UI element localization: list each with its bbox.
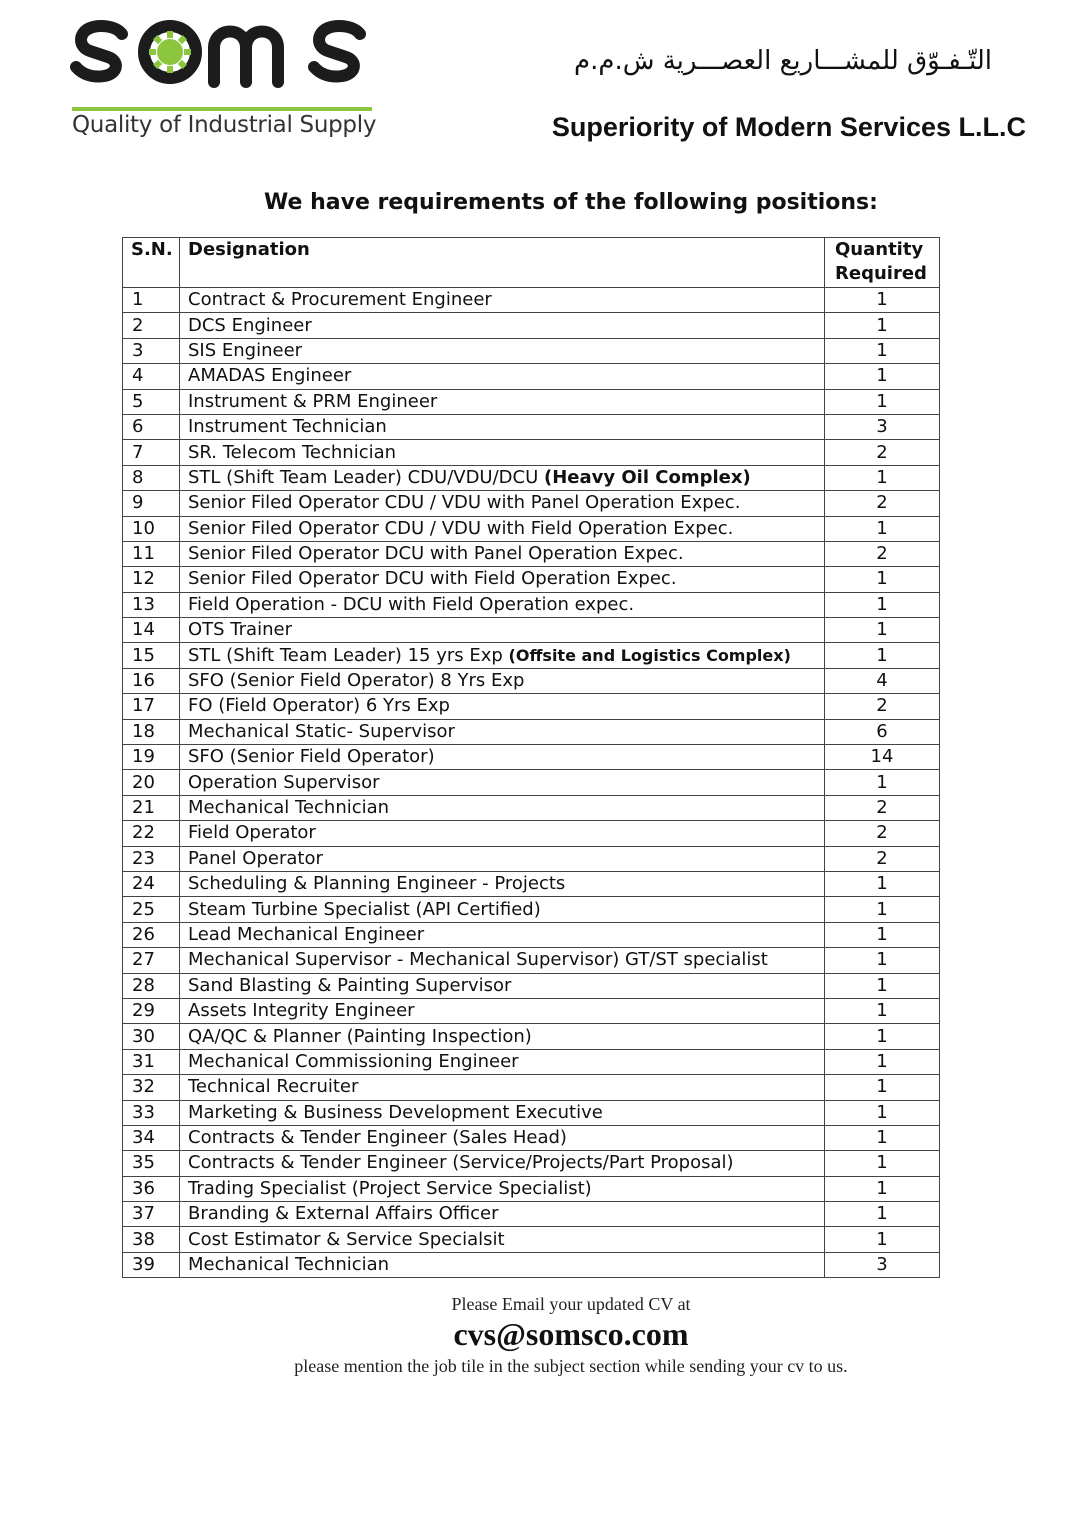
header-sn: S.N.: [123, 238, 180, 288]
row-quantity: 1: [825, 465, 940, 490]
row-designation-cell: [180, 1125, 825, 1150]
table-row: [123, 567, 940, 592]
row-designation: Trading Specialist (Project Service Specialist): [188, 1177, 592, 1199]
row-quantity: 3: [825, 1252, 940, 1277]
row-sn: 30: [123, 1024, 180, 1049]
row-designation: Mechanical Supervisor - Mechanical Supervisor) GT/ST specialist: [188, 949, 768, 971]
row-quantity: 1: [825, 998, 940, 1023]
letterhead: [0, 0, 1080, 160]
row-quantity: 1: [825, 1227, 940, 1252]
row-sn: 14: [123, 618, 180, 643]
table-row: [123, 1151, 940, 1176]
row-designation: Operation Supervisor: [188, 771, 380, 793]
row-designation-cell: [180, 1202, 825, 1227]
row-designation-cell: [180, 592, 825, 617]
table-row: [123, 846, 940, 871]
row-designation-cell: [180, 770, 825, 795]
row-sn: 25: [123, 897, 180, 922]
row-designation: QA/QC & Planner (Painting Inspection): [188, 1025, 532, 1047]
row-designation-cell: [180, 288, 825, 313]
company-name-arabic: التّـفـوّق للمشـــاريع العصـــرية ش.م.م: [573, 46, 992, 76]
row-designation-cell: [180, 643, 825, 668]
row-designation-cell: [180, 618, 825, 643]
row-sn: 8: [123, 465, 180, 490]
row-designation: Cost Estimator & Service Specialsit: [188, 1228, 505, 1250]
row-designation-cell: [180, 1100, 825, 1125]
row-designation-cell: [180, 948, 825, 973]
row-designation: AMADAS Engineer: [188, 365, 352, 387]
row-designation: SFO (Senior Field Operator): [188, 746, 435, 768]
company-name-english: Superiority of Modern Services L.L.C: [551, 112, 1026, 142]
row-sn: 20: [123, 770, 180, 795]
row-designation-cell: [180, 364, 825, 389]
row-quantity: 1: [825, 516, 940, 541]
table-row: [123, 1252, 940, 1277]
table-row: [123, 643, 940, 668]
row-designation-cell: [180, 465, 825, 490]
table-row: [123, 719, 940, 744]
table-row: [123, 1125, 940, 1150]
table-row: [123, 618, 940, 643]
row-sn: 33: [123, 1100, 180, 1125]
row-quantity: 2: [825, 846, 940, 871]
table-row: [123, 1075, 940, 1100]
positions-table-body: [123, 288, 940, 1278]
row-quantity: 1: [825, 364, 940, 389]
row-sn: 24: [123, 871, 180, 896]
row-designation: Senior Filed Operator DCU with Panel Operation Expec.: [188, 543, 684, 565]
row-designation-cell: [180, 567, 825, 592]
table-row: [123, 313, 940, 338]
row-sn: 12: [123, 567, 180, 592]
row-quantity: 1: [825, 389, 940, 414]
row-sn: 39: [123, 1252, 180, 1277]
row-designation: Sand Blasting & Painting Supervisor: [188, 974, 512, 996]
row-designation-cell: [180, 922, 825, 947]
row-designation-cell: [180, 1049, 825, 1074]
row-designation-cell: [180, 973, 825, 998]
row-quantity: 1: [825, 1125, 940, 1150]
row-sn: 2: [123, 313, 180, 338]
row-designation-cell: [180, 1176, 825, 1201]
row-quantity: 6: [825, 719, 940, 744]
row-designation-cell: [180, 414, 825, 439]
table-row: [123, 973, 940, 998]
soms-logo-icon: [70, 12, 380, 92]
row-designation: Technical Recruiter: [188, 1076, 359, 1098]
table-row: [123, 389, 940, 414]
table-row: [123, 288, 940, 313]
row-designation: STL (Shift Team Leader) CDU/VDU/DCU: [188, 466, 544, 488]
row-quantity: 14: [825, 745, 940, 770]
row-sn: 28: [123, 973, 180, 998]
row-designation-cell: [180, 440, 825, 465]
row-designation-cell: [180, 745, 825, 770]
row-sn: 36: [123, 1176, 180, 1201]
row-sn: 35: [123, 1151, 180, 1176]
row-designation: STL (Shift Team Leader) 15 yrs Exp: [188, 644, 509, 666]
row-designation: Contract & Procurement Engineer: [188, 289, 492, 311]
row-designation: Scheduling & Planning Engineer - Projects: [188, 873, 566, 895]
row-quantity: 1: [825, 567, 940, 592]
row-designation: Senior Filed Operator CDU / VDU with Field Operation Expec.: [188, 517, 734, 539]
row-designation-cell: [180, 541, 825, 566]
table-row: [123, 1202, 940, 1227]
table-row: [123, 795, 940, 820]
row-sn: 6: [123, 414, 180, 439]
table-row: [123, 668, 940, 693]
row-complex-note: (Heavy Oil Complex): [544, 466, 751, 488]
row-quantity: 1: [825, 1049, 940, 1074]
row-sn: 38: [123, 1227, 180, 1252]
row-quantity: 1: [825, 313, 940, 338]
row-designation: Instrument & PRM Engineer: [188, 390, 438, 412]
row-quantity: 1: [825, 948, 940, 973]
row-sn: 29: [123, 998, 180, 1023]
table-row: [123, 770, 940, 795]
row-sn: 7: [123, 440, 180, 465]
header-designation: Designation: [180, 238, 825, 288]
row-designation: Senior Filed Operator DCU with Field Operation Expec.: [188, 568, 677, 590]
row-designation-cell: [180, 795, 825, 820]
row-designation-cell: [180, 668, 825, 693]
row-designation-cell: [180, 491, 825, 516]
row-sn: 16: [123, 668, 180, 693]
row-designation-cell: [180, 1151, 825, 1176]
row-designation-cell: [180, 821, 825, 846]
table-row: [123, 1049, 940, 1074]
row-designation: Field Operation - DCU with Field Operation expec.: [188, 593, 635, 615]
row-quantity: 1: [825, 618, 940, 643]
table-row: [123, 491, 940, 516]
logo-wordmark: [70, 12, 380, 106]
table-row: [123, 592, 940, 617]
row-quantity: 2: [825, 491, 940, 516]
header-quantity: Quantity Required: [825, 238, 940, 288]
email-instruction: Please Email your updated CV at: [451, 1294, 691, 1314]
row-sn: 4: [123, 364, 180, 389]
row-designation: Senior Filed Operator CDU / VDU with Panel Operation Expec.: [188, 492, 741, 514]
row-designation: Contracts & Tender Engineer (Sales Head): [188, 1127, 567, 1149]
row-designation: DCS Engineer: [188, 314, 312, 336]
row-designation: Branding & External Affairs Officer: [188, 1203, 499, 1225]
row-quantity: 3: [825, 414, 940, 439]
row-complex-note: (Offsite and Logistics Complex): [508, 645, 791, 665]
row-quantity: 1: [825, 338, 940, 363]
row-sn: 5: [123, 389, 180, 414]
table-row: [123, 998, 940, 1023]
row-designation-cell: [180, 694, 825, 719]
row-sn: 32: [123, 1075, 180, 1100]
row-designation: FO (Field Operator) 6 Yrs Exp: [188, 695, 450, 717]
row-sn: 22: [123, 821, 180, 846]
logo-tagline: Quality of Industrial Supply: [72, 112, 377, 138]
table-row: [123, 871, 940, 896]
table-row: [123, 948, 940, 973]
row-designation: Mechanical Commissioning Engineer: [188, 1050, 519, 1072]
logo-accent-line: [72, 107, 372, 111]
row-sn: 9: [123, 491, 180, 516]
row-designation: OTS Trainer: [188, 619, 292, 641]
row-quantity: 1: [825, 770, 940, 795]
table-row: [123, 364, 940, 389]
table-row: [123, 1024, 940, 1049]
table-row: [123, 922, 940, 947]
row-sn: 34: [123, 1125, 180, 1150]
row-sn: 37: [123, 1202, 180, 1227]
row-quantity: 2: [825, 795, 940, 820]
table-row: [123, 338, 940, 363]
row-quantity: 4: [825, 668, 940, 693]
row-designation-cell: [180, 871, 825, 896]
requirements-heading: We have requirements of the following positions:: [264, 190, 878, 215]
table-row: [123, 440, 940, 465]
table-row: [123, 414, 940, 439]
row-designation-cell: [180, 1075, 825, 1100]
row-quantity: 2: [825, 541, 940, 566]
row-designation: SFO (Senior Field Operator) 8 Yrs Exp: [188, 670, 525, 692]
row-quantity: 1: [825, 1151, 940, 1176]
row-designation: Panel Operator: [188, 847, 323, 869]
row-sn: 13: [123, 592, 180, 617]
row-designation-cell: [180, 846, 825, 871]
row-quantity: 1: [825, 1024, 940, 1049]
row-sn: 11: [123, 541, 180, 566]
row-sn: 27: [123, 948, 180, 973]
row-designation: Instrument Technician: [188, 416, 387, 438]
row-designation-cell: [180, 389, 825, 414]
row-designation: SR. Telecom Technician: [188, 441, 397, 463]
row-sn: 10: [123, 516, 180, 541]
row-sn: 19: [123, 745, 180, 770]
contact-email[interactable]: cvs@somsco.com: [453, 1316, 689, 1352]
company-logo: [70, 26, 380, 146]
row-designation-cell: [180, 313, 825, 338]
row-quantity: 2: [825, 821, 940, 846]
table-row: [123, 1100, 940, 1125]
row-quantity: 1: [825, 1176, 940, 1201]
row-designation-cell: [180, 897, 825, 922]
row-designation-cell: [180, 1227, 825, 1252]
row-designation: Mechanical Technician: [188, 1254, 390, 1276]
table-row: [123, 516, 940, 541]
row-designation-cell: [180, 1024, 825, 1049]
table-row: [123, 1227, 940, 1252]
row-designation-cell: [180, 719, 825, 744]
row-designation-cell: [180, 1252, 825, 1277]
table-row: [123, 541, 940, 566]
row-designation: Lead Mechanical Engineer: [188, 923, 425, 945]
row-sn: 15: [123, 643, 180, 668]
row-designation: Field Operator: [188, 822, 316, 844]
row-designation-cell: [180, 998, 825, 1023]
row-sn: 1: [123, 288, 180, 313]
row-quantity: 1: [825, 871, 940, 896]
row-designation: Marketing & Business Development Executive: [188, 1101, 603, 1123]
row-designation: Mechanical Technician: [188, 797, 390, 818]
row-sn: 31: [123, 1049, 180, 1074]
row-quantity: 1: [825, 643, 940, 668]
row-designation: Mechanical Static- Supervisor: [188, 720, 455, 742]
table-row: [123, 745, 940, 770]
row-designation: Steam Turbine Specialist (API Certified): [188, 898, 541, 920]
row-sn: 21: [123, 795, 180, 820]
table-header-row: [123, 238, 940, 288]
row-sn: 17: [123, 694, 180, 719]
row-quantity: 1: [825, 288, 940, 313]
row-designation-cell: [180, 338, 825, 363]
table-row: [123, 897, 940, 922]
row-designation: Contracts & Tender Engineer (Service/Projects/Part Proposal): [188, 1152, 734, 1174]
row-quantity: 1: [825, 1100, 940, 1125]
row-quantity: 1: [825, 592, 940, 617]
row-quantity: 1: [825, 1202, 940, 1227]
row-sn: 3: [123, 338, 180, 363]
row-designation: SIS Engineer: [188, 339, 303, 361]
row-sn: 23: [123, 846, 180, 871]
positions-table: [122, 237, 940, 1278]
row-designation: Assets Integrity Engineer: [188, 1000, 415, 1022]
table-row: [123, 1176, 940, 1201]
row-quantity: 2: [825, 440, 940, 465]
row-sn: 18: [123, 719, 180, 744]
row-quantity: 1: [825, 922, 940, 947]
row-sn: 26: [123, 922, 180, 947]
table-row: [123, 694, 940, 719]
row-designation-cell: [180, 516, 825, 541]
row-quantity: 1: [825, 897, 940, 922]
row-quantity: 1: [825, 973, 940, 998]
subject-instruction: please mention the job tile in the subject section while sending your cv to us.: [294, 1356, 848, 1376]
table-row: [123, 465, 940, 490]
row-quantity: 2: [825, 694, 940, 719]
table-row: [123, 821, 940, 846]
row-quantity: 1: [825, 1075, 940, 1100]
